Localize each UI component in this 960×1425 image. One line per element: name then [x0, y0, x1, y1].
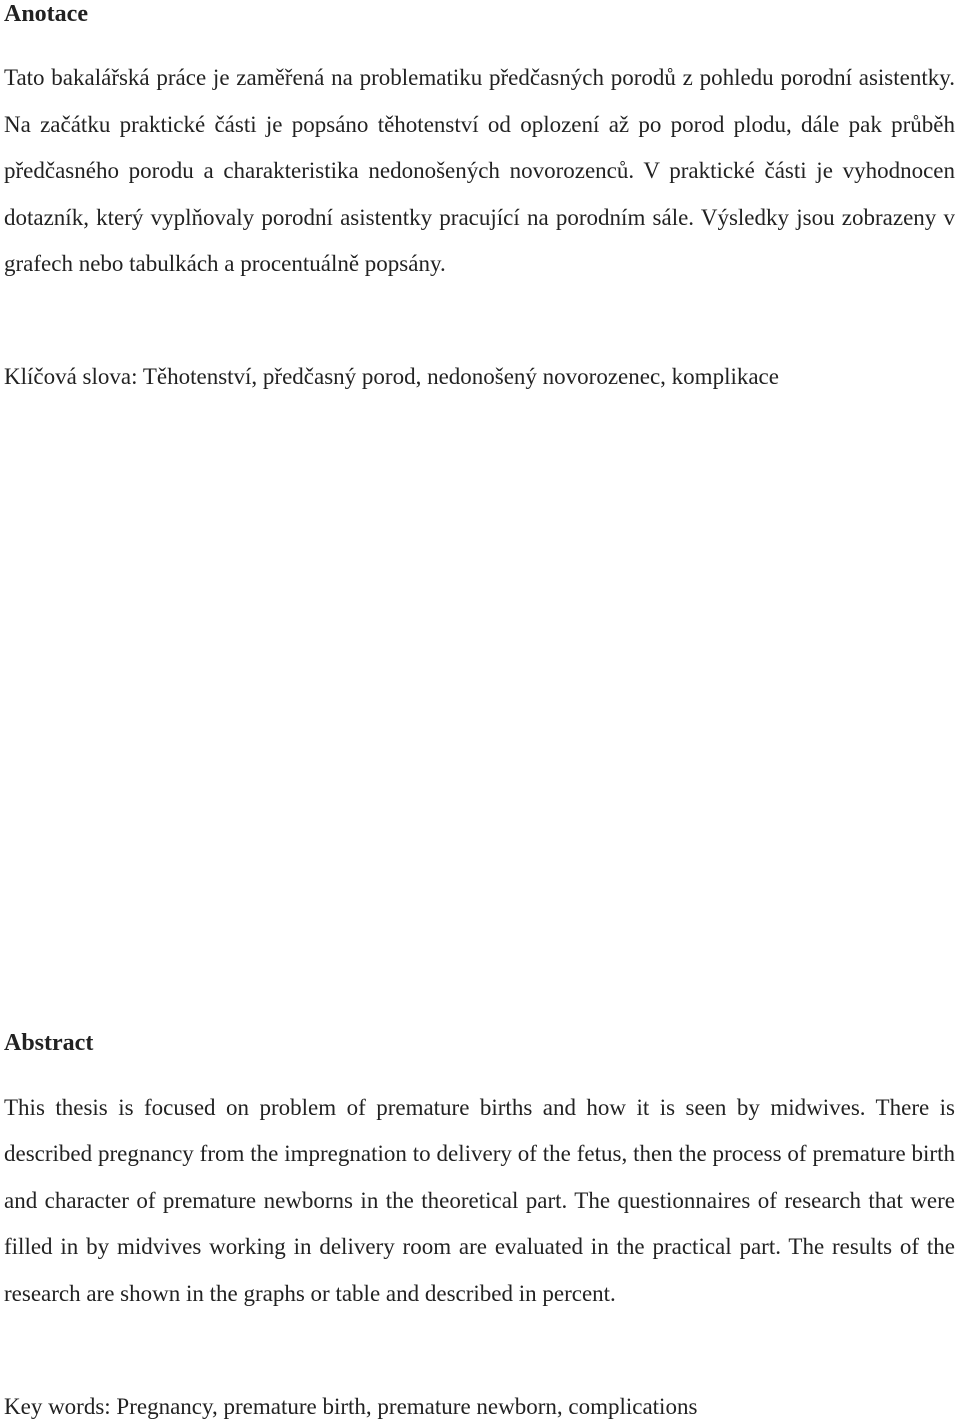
- abstract-keywords: Key words: Pregnancy, premature birth, premature newborn, complications: [4, 1394, 698, 1419]
- anotace-keywords: Klíčová slova: Těhotenství, předčasný porod, nedonošený novorozenec, komplikace: [4, 364, 779, 389]
- anotace-heading: Anotace: [4, 1, 88, 27]
- anotace-paragraph: Tato bakalářská práce je zaměřená na problematiku předčasných porodů z pohledu porodní asistentky. Na začátku praktické části je popsáno těhotenství od oplození až po porod plodu, dále pak průběh předčasného porodu a charakteristika nedonošených novorozenců. V praktické části je vyhodnocen dotazník, který vyplňovaly porodní asistentky pracující na porodním sále. Výsledky jsou zobrazeny v grafech nebo tabulkách a procentuálně popsány.: [4, 65, 955, 276]
- abstract-heading: Abstract: [4, 1030, 94, 1056]
- abstract-paragraph: This thesis is focused on problem of premature births and how it is seen by midwives. There is described pregnancy from the impregnation to delivery of the fetus, then the process of premature birth and character of premature newborns in the theoretical part. The questionnaires of research that were filled in by midvives working in delivery room are evaluated in the practical part. The results of the research are shown in the graphs or table and described in percent.: [4, 1095, 955, 1306]
